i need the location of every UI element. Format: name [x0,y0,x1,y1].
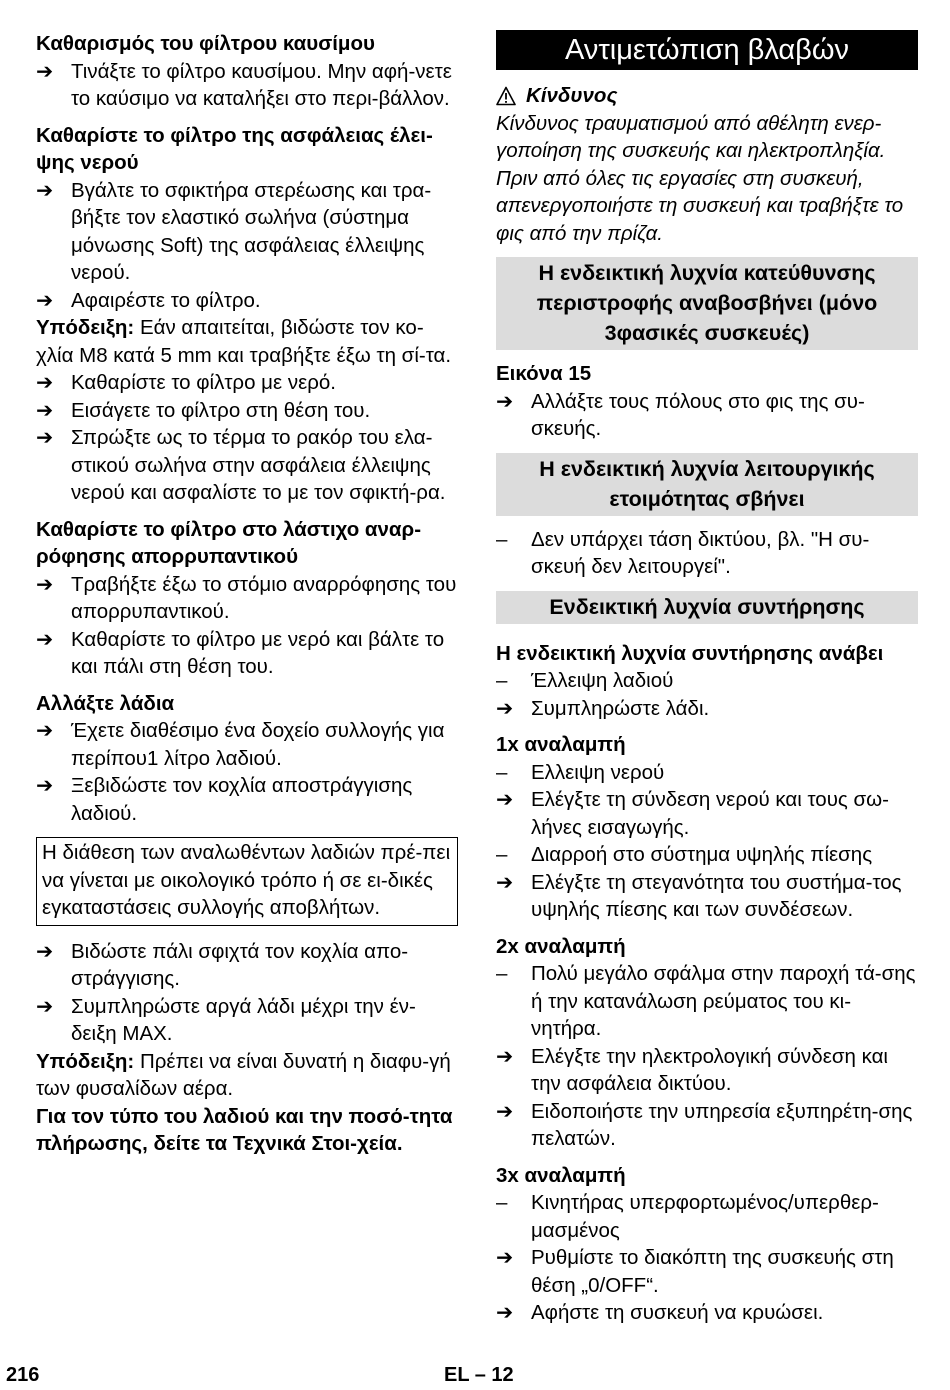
dash-bullet: – [496,843,508,866]
arrow-right-icon: ➔ [496,1246,514,1269]
arrow-right-icon: ➔ [496,1044,514,1068]
list-item: ➔ Ειδοποιήστε την υπηρεσία εξυπηρέτη-σης πελατών. [496,1098,918,1153]
dash-bullet: – [496,1191,508,1214]
left-column [36,30,458,1158]
arrow-right-icon: ➔ [36,572,54,596]
arrow-right-icon: ➔ [36,59,54,83]
section-heading-oil-change: Αλλάξτε λάδια [36,691,175,715]
section-heading-ready-lamp: Η ενδεικτική λυχνία λειτουργικής ετοιμότητας σβήνει [496,453,918,516]
dash-bullet: – [496,527,508,551]
list-item: ➔ Ξεβιδώστε τον κοχλία αποστράγγισης λαδιού. [36,772,458,827]
arrow-right-icon: ➔ [496,788,514,811]
list-item: ➔ Ελέγξτε τη στεγανότητα του συστήμα-τος υψηλής πίεσης και των συνδέσεων. [496,869,918,924]
list-item: ➔ Αφαιρέστε το φίλτρο. [36,287,458,315]
arrow-right-icon: ➔ [496,1099,514,1123]
list-item: ➔ Βγάλτε το σφικτήρα στερέωσης και τρα-βήξτε τον ελαστικό σωλήνα (σύστημα μόνωσης Soft) της ασφάλειας έλλειψης νερού. [36,177,458,287]
figure-reference: Εικόνα 15 [496,362,592,385]
arrow-right-icon: ➔ [36,288,54,312]
page-number: 216 [6,1364,40,1386]
list-item: ➔ Ρυθμίστε το διακόπτη της συσκευής στη θέση „0/OFF“. [496,1244,918,1299]
list-item: ➔ Καθαρίστε το φίλτρο με νερό. [36,369,458,397]
list-item: – Ελλειψη νερού [496,759,918,787]
arrow-right-icon: ➔ [36,398,54,422]
arrow-right-icon: ➔ [496,389,514,413]
language-page-label: EL – 12 [444,1364,514,1386]
list-item: ➔ Ελέγξτε τη σύνδεση νερού και τους σω-λήνες εισαγωγής. [496,786,918,841]
dash-bullet: – [496,669,508,692]
list-item: ➔ Εισάγετε το φίλτρο στη θέση του. [36,397,458,425]
list-item: ➔ Αλλάξτε τους πόλους στο φις της συ-σκευής. [496,388,918,443]
arrow-right-icon: ➔ [496,870,514,894]
list-item: ➔ Συμπληρώστε λάδι. [496,695,918,723]
list-item: – Έλλειψη λαδιού [496,667,918,695]
arrow-right-icon: ➔ [36,178,54,202]
list-item: ➔ Έχετε διαθέσιμο ένα δοχείο συλλογής για περίπου1 λίτρο λαδιού. [36,717,458,772]
section-heading-maintenance-lamp: Ενδεικτική λυχνία συντήρησης [496,591,918,624]
section-heading-fuel-filter: Καθαρισμός του φίλτρου καυσίμου [36,32,375,55]
list-item: ➔ Καθαρίστε το φίλτρο με νερό και βάλτε το και πάλι στη θέση του. [36,626,458,681]
technical-data-reference: Για τον τύπο του λαδιού και την ποσό-τητα πλήρωσης, δείτε τα Τεχνικά Στοι-χεία. [36,1104,453,1155]
list-item: ➔ Τραβήξτε έξω το στόμιο αναρρόφησης του απορρυπαντικού. [36,571,458,626]
arrow-right-icon: ➔ [36,371,54,394]
danger-heading: Κίνδυνος [496,82,918,110]
dash-bullet: – [496,962,508,985]
list-item: – Κινητήρας υπερφορτωμένος/υπερθερ-μασμένος [496,1189,918,1244]
warning-triangle-icon [496,86,516,106]
subheading-2x-flash: 2x αναλαμπή [496,934,626,958]
arrow-right-icon: ➔ [36,426,54,449]
hint-paragraph: Υπόδειξη: Πρέπει να είναι δυνατή η διαφυ-γή των φυσαλίδων αέρα. [36,1049,451,1100]
arrow-right-icon: ➔ [496,1301,514,1324]
arrow-right-icon: ➔ [496,696,514,720]
list-item: ➔ Βιδώστε πάλι σφιχτά τον κοχλία απο-στράγγισης. [36,938,458,993]
list-item: – Πολύ μεγάλο σφάλμα στην παροχή τά-σης ή την κατανάλωση ρεύματος του κι-νητήρα. [496,960,918,1043]
subheading-3x-flash: 3x αναλαμπή [496,1163,626,1187]
arrow-right-icon: ➔ [36,719,54,742]
section-heading-water-safety-filter: Καθαρίστε το φίλτρο της ασφάλειας έλει-ψης νερού [36,123,433,174]
list-item: ➔ Αφήστε τη συσκευή να κρυώσει. [496,1299,918,1327]
environment-note-box: Η διάθεση των αναλωθέντων λαδιών πρέ-πει να γίνεται με οικολογικό τρόπο ή σε ει-δικές εγκαταστάσεις συλλογής αποβλήτων. [36,837,458,926]
arrow-right-icon: ➔ [36,994,54,1018]
arrow-right-icon: ➔ [36,774,54,797]
subheading-1x-flash: 1x αναλαμπή [496,733,626,756]
danger-text: Κίνδυνος τραυματισμού από αθέλητη ενερ-γοποίηση της συσκευής και ηλεκτροπληξία. Πριν από όλες τις εργασίες στη συσκευή, απενεργοποιήστε τη συσκευή και τραβήξτε το φις από την πρίζα. [496,111,904,245]
list-item: ➔ Ελέγξτε την ηλεκτρολογική σύνδεση και την ασφάλεια δικτύου. [496,1043,918,1098]
section-heading-rotation-lamp: Η ενδεικτική λυχνία κατεύθυνσης περιστροφής αναβοσβήνει (μόνο 3φασικές συσκευές) [496,257,918,350]
subheading-lamp-on: Η ενδεικτική λυχνία συντήρησης ανάβει [496,641,884,665]
list-item: ➔ Τινάξτε το φίλτρο καυσίμου. Μην αφή-νετε το καύσιμο να καταλήξει στο περι-βάλλον. [36,58,458,113]
right-column [496,30,918,1327]
list-item: – Διαρροή στο σύστημα υψηλής πίεσης [496,841,918,869]
section-heading-detergent-filter: Καθαρίστε το φίλτρο στο λάστιχο αναρ-ρόφησης απορρυπαντικού [36,517,422,568]
arrow-right-icon: ➔ [36,939,54,963]
page-title: Αντιμετώπιση βλαβών [496,30,918,70]
arrow-right-icon: ➔ [36,627,54,651]
list-item: ➔ Συμπληρώστε αργά λάδι μέχρι την έν-δειξη MAX. [36,993,458,1048]
list-item: – Δεν υπάρχει τάση δικτύου, βλ. "Η συ-σκευή δεν λειτουργεί". [496,526,918,581]
list-item: ➔ Σπρώξτε ως το τέρμα το ρακόρ του ελα-στικού σωλήνα στην ασφάλεια έλλειψης νερού και ασφαλίστε το με τον σφικτή-ρα. [36,424,458,507]
hint-paragraph: Υπόδειξη: Εάν απαιτείται, βιδώστε τον κο-χλία M8 κατά 5 mm και τραβήξτε έξω τη σί-τα. [36,316,452,367]
dash-bullet: – [496,760,508,784]
